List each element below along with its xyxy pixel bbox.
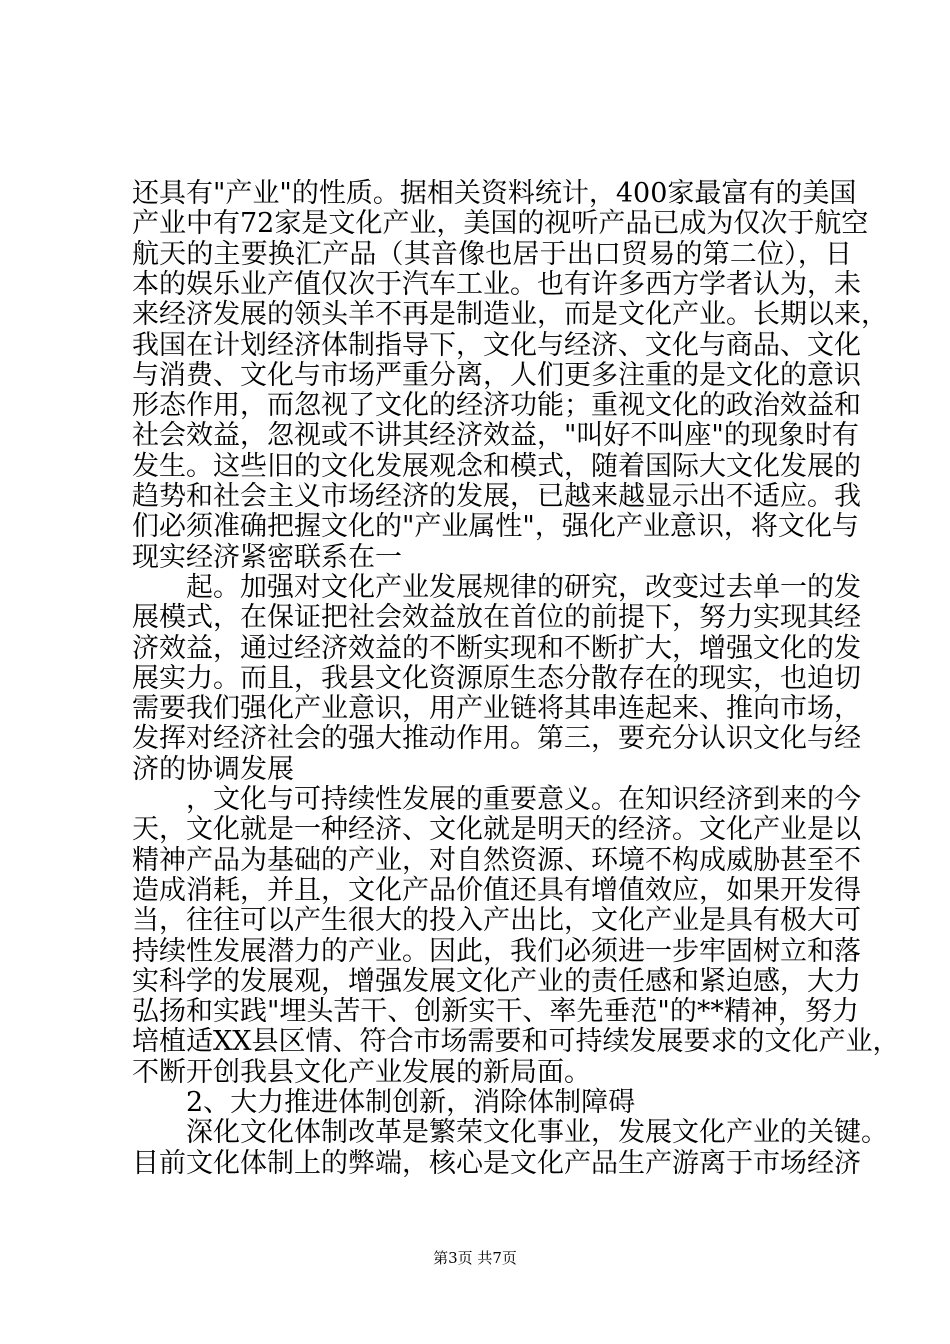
text-line: 还具有"产业"的性质。据相关资料统计，400家最富有的美国	[132, 178, 857, 209]
text-line: 需要我们强化产业意识，用产业链将其串连起来、推向市场，	[132, 693, 861, 725]
text-line: 当，往往可以产生很大的投入产出比，文化产业是具有极大可	[132, 905, 861, 937]
text-line: 精神产品为基础的产业，对自然资源、环境不构成威胁甚至不	[132, 844, 861, 876]
text-line: 天，文化就是一种经济、文化就是明天的经济。文化产业是以	[132, 814, 861, 846]
text-line: 来经济发展的领头羊不再是制造业，而是文化产业。长期以来，	[132, 299, 888, 331]
text-line: 们必须准确把握文化的"产业属性"，强化产业意识，将文化与	[132, 511, 859, 543]
text-line: 形态作用，而忽视了文化的经济功能；重视文化的政治效益和	[132, 390, 861, 422]
text-line: 产业中有72家是文化产业，美国的视听产品已成为仅次于航空	[132, 208, 869, 240]
text-line: 社会效益，忽视或不讲其经济效益，"叫好不叫座"的现象时有	[132, 420, 859, 452]
text-line: 发生。这些旧的文化发展观念和模式，随着国际大文化发展的	[132, 450, 861, 482]
text-line: 本的娱乐业产值仅次于汽车工业。也有许多西方学者认为，未	[132, 268, 861, 300]
text-line: 与消费、文化与市场严重分离，人们更多注重的是文化的意识	[132, 359, 861, 391]
text-line: 航天的主要换汇产品（其音像也居于出口贸易的第二位），日	[132, 238, 852, 270]
text-line: 展实力。而且，我县文化资源原生态分散存在的现实，也迫切	[132, 662, 861, 694]
text-line: 造成消耗，并且，文化产品价值还具有增值效应，如果开发得	[132, 874, 861, 906]
text-line: 济效益，通过经济效益的不断实现和不断扩大，增强文化的发	[132, 632, 861, 664]
text-line: 发挥对经济社会的强大推动作用。第三，要充分认识文化与经	[132, 723, 861, 755]
text-line: 目前文化体制上的弊端，核心是文化产品生产游离于市场经济	[132, 1147, 861, 1179]
page-footer: 第3页 共7页	[433, 1249, 517, 1267]
text-line: 深化文化体制改革是繁荣文化事业，发展文化产业的关键。	[186, 1117, 888, 1149]
text-line: 培植适XX县区情、符合市场需要和可持续发展要求的文化产业，	[132, 1026, 900, 1058]
text-line: 起。加强对文化产业发展规律的研究，改变过去单一的发	[186, 571, 861, 603]
text-line: 不断开创我县文化产业发展的新局面。	[132, 1056, 591, 1088]
text-line: 持续性发展潜力的产业。因此，我们必须进一步牢固树立和落	[132, 935, 861, 967]
text-line: 实科学的发展观，增强发展文化产业的责任感和紧迫感，大力	[132, 965, 861, 997]
text-line: ，文化与可持续性发展的重要意义。在知识经济到来的今	[186, 784, 861, 815]
section-heading: 2、大力推进体制创新，消除体制障碍	[186, 1087, 636, 1118]
text-line: 弘扬和实践"埋头苦干、创新实干、率先垂范"的**精神，努力	[132, 996, 859, 1028]
text-line: 现实经济紧密联系在一	[132, 541, 402, 573]
text-line: 我国在计划经济体制指导下，文化与经济、文化与商品、文化	[132, 329, 861, 361]
text-line: 趋势和社会主义市场经济的发展，已越来越显示出不适应。我	[132, 481, 861, 512]
text-line: 展模式，在保证把社会效益放在首位的前提下，努力实现其经	[132, 602, 861, 634]
text-line: 济的协调发展	[132, 753, 294, 785]
